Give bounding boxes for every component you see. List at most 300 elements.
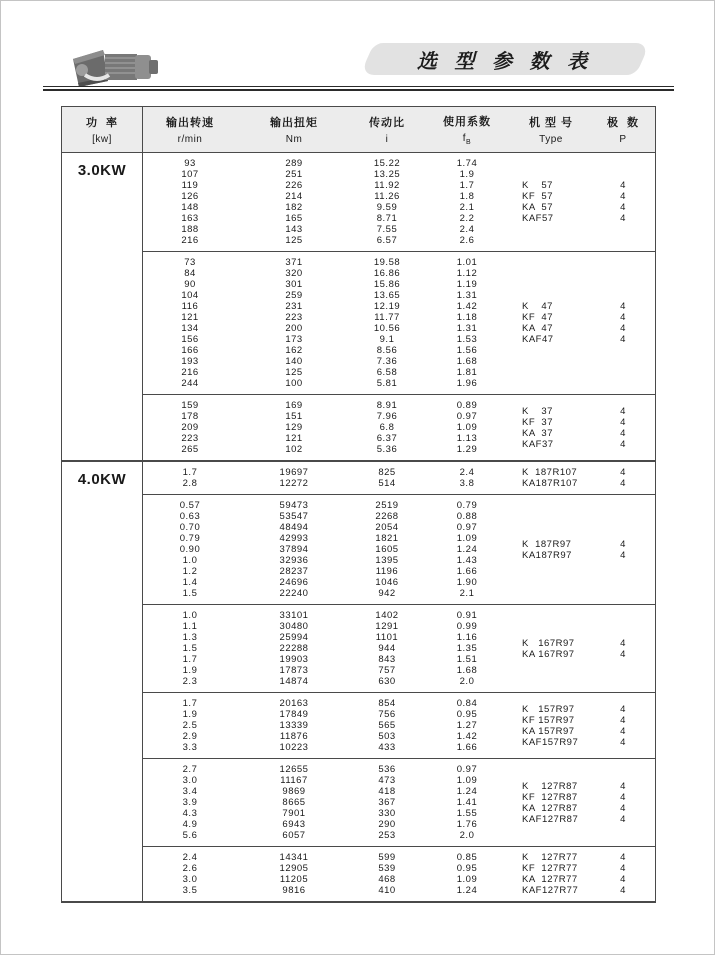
table-row [143,169,511,180]
poles-value: 4 [620,478,626,489]
table-row [143,775,511,786]
speed-value: 93 [184,158,196,169]
poles-value: 4 [620,648,626,660]
poles-value: 4 [620,780,626,792]
factor-value: 0.89 [456,400,478,411]
model-block [143,153,655,251]
torque-value: 48494 [279,522,309,533]
torque-value: 129 [285,422,303,433]
poles-value: 4 [620,438,626,450]
table-row [143,610,511,621]
torque-value: 259 [285,290,303,301]
speed-value: 3.5 [182,885,198,896]
numeric-columns [143,698,511,753]
poles-value: 4 [620,180,626,191]
model-type-value: KA187R107 [522,478,578,489]
model-type-value: K 127R77 [522,852,578,863]
poles-value: 4 [620,538,626,550]
poles-value: 4 [620,467,626,478]
table-row [143,555,511,566]
torque-value: 12655 [279,764,309,775]
factor-value: 0.95 [456,709,478,720]
model-block [143,394,655,460]
model-block [143,494,655,604]
speed-value: 73 [184,257,196,268]
type-columns [511,852,655,896]
table-row [143,268,511,279]
table-row [143,797,511,808]
torque-value: 151 [285,411,303,422]
speed-value: 90 [184,279,196,290]
poles-value: 4 [620,405,626,417]
speed-value: 1.5 [182,588,198,599]
header-service-factor: 使用系数 $f_B$ [423,107,511,152]
factor-value: 2.1 [459,588,475,599]
model-block [143,846,655,901]
model-type-value: KA 157R97 [522,725,575,737]
torque-value: 125 [285,235,303,246]
ratio-value: 843 [378,654,396,665]
model-type-value: K 57 [522,180,553,191]
table-row [143,213,511,224]
table-row [143,411,511,422]
poles-value: 4 [620,813,626,825]
factor-value: 1.12 [456,268,478,279]
factor-value: 1.09 [456,422,478,433]
factor-value: 1.55 [456,808,478,819]
table-row [143,698,511,709]
table-row [143,632,511,643]
model-type-value: KA 127R87 [522,802,578,814]
torque-value: 10223 [279,742,309,753]
torque-value: 32936 [279,555,309,566]
torque-value: 100 [285,378,303,389]
type-row [511,803,655,814]
poles-value: 4 [620,323,626,334]
model-type-value: KA 57 [522,202,553,213]
table-row [143,511,511,522]
factor-value: 0.88 [456,511,478,522]
power-section [62,460,655,901]
numeric-columns [143,257,511,389]
table-row [143,345,511,356]
factor-value: 1.66 [456,742,478,753]
table-row [143,709,511,720]
table-row [143,544,511,555]
speed-value: 1.3 [182,632,198,643]
poles-value: 4 [620,714,626,726]
table-row [143,290,511,301]
factor-value: 1.68 [456,356,478,367]
type-columns [511,467,655,489]
type-row [511,417,655,428]
speed-value: 216 [181,367,199,378]
factor-value: 1.81 [456,367,478,378]
ratio-value: 6.37 [376,433,398,444]
header-poles: 极 数 P [606,117,640,145]
model-type-value: K 37 [522,405,553,417]
factor-value: 1.29 [456,444,478,455]
model-type-value: K 167R97 [522,637,575,649]
speed-value: 3.3 [182,742,198,753]
ratio-value: 825 [378,467,396,478]
table-row [143,257,511,268]
table-row [143,467,511,478]
torque-value: 11205 [279,874,309,885]
power-section [62,153,655,460]
speed-value: 163 [181,213,199,224]
torque-value: 11876 [279,731,309,742]
poles-value: 4 [620,416,626,428]
factor-value: 0.79 [456,500,478,511]
poles-value: 4 [620,885,626,896]
poles-value: 4 [620,802,626,814]
table-row [143,522,511,533]
torque-value: 121 [285,433,303,444]
ratio-value: 5.36 [376,444,398,455]
ratio-value: 2519 [375,500,399,511]
ratio-value: 2268 [375,511,399,522]
table-row [143,323,511,334]
speed-value: 1.7 [182,467,198,478]
ratio-value: 7.96 [376,411,398,422]
speed-value: 244 [181,378,199,389]
ratio-value: 1605 [375,544,399,555]
ratio-value: 630 [378,676,396,687]
table-row [143,279,511,290]
speed-value: 216 [181,235,199,246]
table-row [143,654,511,665]
speed-value: 2.5 [182,720,198,731]
model-type-value: KAF57 [522,213,554,224]
torque-value: 11167 [280,775,308,786]
poles-value: 4 [620,874,626,885]
factor-value: 1.56 [456,345,478,356]
table-row [143,665,511,676]
speed-value: 1.5 [182,643,198,654]
torque-value: 14341 [279,852,309,863]
ratio-value: 9.1 [379,334,395,345]
poles-value: 4 [620,725,626,737]
ratio-value: 1395 [375,555,399,566]
factor-value: 1.24 [456,786,478,797]
header-model-type: 机 型 号 Type [528,117,574,145]
model-type-value: KA187R97 [522,549,572,561]
factor-value: 1.18 [456,312,478,323]
speed-value: 148 [181,202,199,213]
ratio-value: 1821 [375,533,399,544]
ratio-value: 410 [378,885,396,896]
model-type-value: K 187R97 [522,538,572,550]
table-row [143,367,511,378]
speed-value: 126 [181,191,199,202]
torque-value: 162 [285,345,303,356]
title-banner [367,43,643,75]
model-type-value: KA 127R77 [522,874,578,885]
torque-value: 231 [285,301,303,312]
ratio-value: 854 [378,698,396,709]
speed-value: 0.90 [179,544,201,555]
ratio-value: 367 [378,797,396,808]
torque-value: 9816 [282,885,306,896]
type-row [511,715,655,726]
speed-value: 84 [184,268,196,279]
ratio-value: 514 [378,478,396,489]
torque-value: 6943 [282,819,306,830]
page-title: 选 型 参 数 表 [416,50,594,73]
factor-value: 2.0 [459,830,475,841]
table-row [143,885,511,896]
speed-value: 4.3 [182,808,198,819]
table-row [143,720,511,731]
table-row [143,731,511,742]
type-row [511,323,655,334]
ratio-value: 944 [378,643,396,654]
ratio-value: 757 [378,665,396,676]
gearmotor-photo-icon [69,45,165,89]
type-columns [511,500,655,599]
torque-value: 24696 [279,577,309,588]
table-row [143,444,511,455]
ratio-value: 2054 [375,522,399,533]
table-row [143,334,511,345]
power-cell [62,462,143,901]
ratio-value: 290 [378,819,396,830]
speed-value: 2.4 [182,852,198,863]
factor-value: 2.0 [459,676,475,687]
ratio-value: 7.55 [376,224,398,235]
ratio-value: 599 [378,852,396,863]
type-row [511,781,655,792]
model-type-value: KF 47 [522,312,553,323]
torque-value: 173 [285,334,303,345]
table-row [143,577,511,588]
ratio-value: 756 [378,709,396,720]
torque-value: 289 [285,158,303,169]
speed-value: 166 [181,345,199,356]
model-type-value: K 47 [522,301,553,312]
speed-value: 156 [181,334,199,345]
type-row [511,180,655,191]
speed-value: 223 [181,433,199,444]
table-row [143,356,511,367]
factor-value: 1.09 [456,775,478,786]
ratio-value: 15.86 [373,279,401,290]
table-row [143,235,511,246]
torque-value: 20163 [279,698,309,709]
poles-value: 4 [620,334,626,345]
torque-value: 165 [285,213,303,224]
ratio-value: 5.81 [376,378,398,389]
type-row [511,312,655,323]
type-columns [511,610,655,687]
type-row [511,539,655,550]
table-row [143,863,511,874]
model-type-value: KAF127R77 [522,885,579,896]
type-row [511,334,655,345]
poles-value: 4 [620,863,626,874]
model-block [143,758,655,846]
type-row [511,191,655,202]
model-block [143,462,655,494]
table-row [143,764,511,775]
factor-value: 1.43 [456,555,478,566]
type-row [511,814,655,825]
factor-value: 1.9 [459,169,475,180]
type-row [511,213,655,224]
section-blocks [143,153,655,460]
speed-value: 3.9 [182,797,198,808]
torque-value: 17849 [279,709,309,720]
factor-value: 3.8 [459,478,475,489]
poles-value: 4 [620,736,626,748]
factor-value: 2.2 [459,213,475,224]
table-row [143,500,511,511]
factor-value: 0.84 [456,698,478,709]
torque-value: 59473 [279,500,309,511]
ratio-value: 942 [378,588,396,599]
poles-value: 4 [620,637,626,649]
model-type-value: KA 37 [522,427,553,439]
torque-value: 301 [285,279,303,290]
poles-value: 4 [620,427,626,439]
ratio-value: 8.71 [376,213,398,224]
poles-value: 4 [620,202,626,213]
type-row [511,863,655,874]
speed-value: 134 [181,323,199,334]
torque-value: 6057 [282,830,306,841]
table-row [143,808,511,819]
torque-value: 7901 [282,808,306,819]
torque-value: 125 [285,367,303,378]
numeric-columns [143,764,511,841]
torque-value: 17873 [279,665,309,676]
torque-value: 13339 [279,720,309,731]
table-row [143,566,511,577]
speed-value: 1.0 [182,555,198,566]
type-row [511,467,655,478]
ratio-value: 539 [378,863,396,874]
power-value: 3.0KW [77,162,127,179]
ratio-value: 8.56 [376,345,398,356]
factor-value: 1.41 [456,797,478,808]
factor-value: 1.27 [456,720,478,731]
type-columns [511,698,655,753]
factor-value: 0.95 [456,863,478,874]
ratio-value: 433 [378,742,396,753]
factor-value: 1.8 [459,191,475,202]
table-row [143,742,511,753]
ratio-value: 6.57 [376,235,398,246]
factor-value: 1.96 [456,378,478,389]
table-row [143,852,511,863]
type-row [511,638,655,649]
table-row [143,158,511,169]
speed-value: 1.0 [182,610,198,621]
speed-value: 0.79 [179,533,201,544]
ratio-value: 15.22 [373,158,401,169]
factor-value: 1.53 [456,334,478,345]
type-row [511,704,655,715]
speed-value: 0.63 [179,511,201,522]
type-columns [511,400,655,455]
table-row [143,180,511,191]
factor-value: 1.01 [456,257,478,268]
speed-value: 121 [181,312,199,323]
torque-value: 42993 [279,533,309,544]
torque-value: 12272 [279,478,309,489]
type-row [511,478,655,489]
speed-value: 1.9 [182,665,198,676]
ratio-value: 1291 [375,621,399,632]
ratio-value: 253 [378,830,396,841]
torque-value: 28237 [279,566,309,577]
factor-value: 1.16 [456,632,478,643]
ratio-value: 8.91 [376,400,398,411]
torque-value: 22288 [279,643,309,654]
table-row [143,786,511,797]
model-block [143,604,655,692]
header-ratio: 传动比 i [369,117,405,145]
speed-value: 107 [181,169,199,180]
torque-value: 12905 [279,863,309,874]
torque-value: 19903 [279,654,309,665]
type-row [511,792,655,803]
factor-value: 0.85 [456,852,478,863]
factor-value: 1.42 [456,301,478,312]
poles-value: 4 [620,549,626,561]
ratio-value: 1046 [375,577,399,588]
speed-value: 178 [181,411,199,422]
ratio-value: 6.8 [379,422,395,433]
table-row [143,422,511,433]
ratio-value: 13.25 [373,169,401,180]
section-blocks [143,462,655,901]
speed-value: 3.0 [182,775,198,786]
ratio-value: 10.56 [373,323,401,334]
factor-value: 2.6 [459,235,475,246]
poles-value: 4 [620,191,626,202]
model-type-value: KAF37 [522,438,554,450]
model-type-value: KF 157R97 [522,714,575,726]
model-block [143,251,655,394]
factor-value: 1.09 [456,874,478,885]
speed-value: 0.70 [179,522,201,533]
factor-value: 0.99 [456,621,478,632]
factor-value: 1.90 [456,577,478,588]
table-body [62,153,655,901]
factor-value: 1.24 [456,544,478,555]
model-block [143,692,655,758]
table-row [143,400,511,411]
torque-value: 371 [285,257,303,268]
torque-value: 8665 [282,797,306,808]
header-power: 功 率 [kw] [62,107,143,152]
ratio-value: 7.36 [376,356,398,367]
speed-value: 1.2 [182,566,198,577]
type-row [511,885,655,896]
ratio-value: 19.58 [373,257,401,268]
poles-value: 4 [620,852,626,863]
model-type-value: KF 57 [522,191,553,202]
speed-value: 116 [181,301,199,312]
torque-value: 143 [285,224,303,235]
numeric-columns [143,467,511,489]
factor-value: 0.97 [456,522,478,533]
type-row [511,439,655,450]
ratio-value: 12.19 [373,301,401,312]
speed-value: 3.4 [182,786,198,797]
